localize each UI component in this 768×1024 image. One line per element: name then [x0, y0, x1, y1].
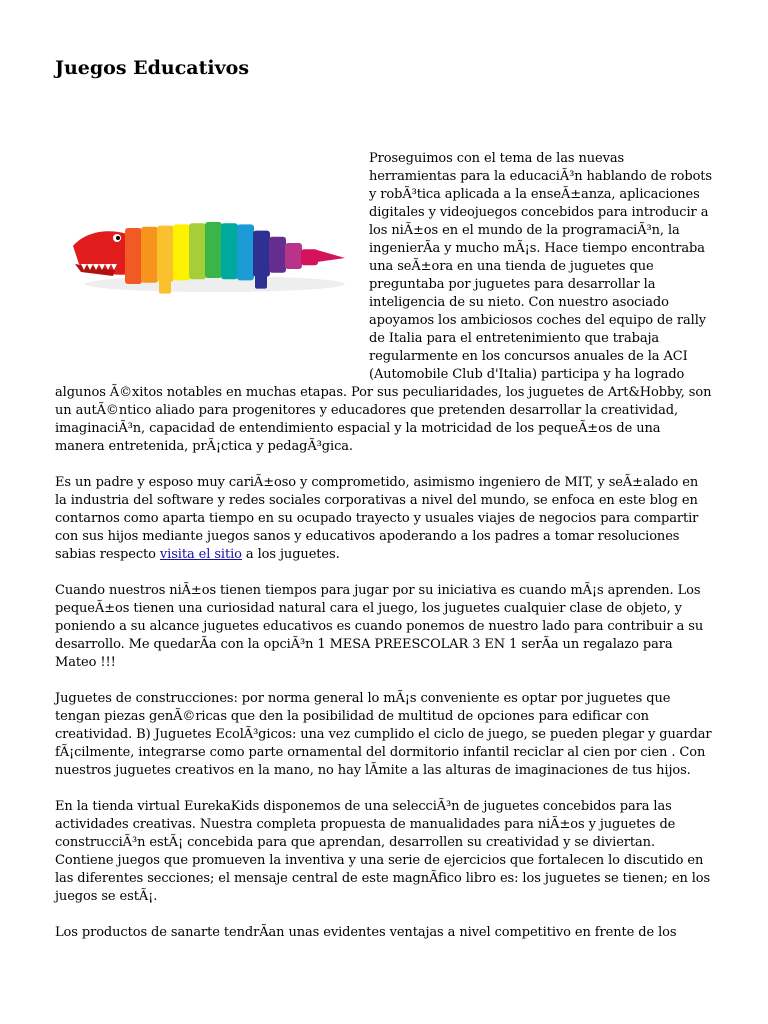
- croc-leg: [159, 280, 171, 294]
- paragraph-2: [55, 474, 713, 564]
- croc-body-segment: [173, 224, 190, 280]
- visit-site-link[interactable]: visita el sitio: [159, 547, 242, 562]
- croc-body-segment: [301, 249, 318, 265]
- paragraph-6: Los productos de sanarte tendrÃan unas evidentes ventajas a nivel competitivo en frente de los: [55, 925, 677, 940]
- crocodile-puzzle-illustration: [55, 124, 355, 376]
- paragraph-4: Juguetes de construcciones: por norma general lo mÃ¡s conveniente es optar por juguetes que tengan piezas genÃ©ricas que den la posibilidad de multitud de opciones para edificar con creatividad. B) Juguetes EcolÃ³gicos: una vez cumplido el ciclo de juego, se pueden plegar y guardar fÃ¡cilmente, integrarse como parte ornamental del dormitorio infantil reciclar al cien por cien . Con nuestros juguetes creativos en la mano, no hay lÃmite a las alturas de imaginaciones de tus hijos.: [55, 691, 712, 778]
- croc-body-segment: [189, 223, 206, 279]
- crocodile-puzzle-image: [55, 124, 355, 376]
- croc-body-segment: [269, 237, 286, 273]
- croc-shadow: [85, 276, 345, 292]
- croc-body-segment: [157, 226, 174, 282]
- croc-body-segment: [205, 222, 222, 278]
- paragraph-2-text-before-link: Es un padre y esposo muy cariÃ±oso y comprometido, asimismo ingeniero de MIT, y seÃ±alado en la industria del software y redes sociales corporativas a nivel del mundo, se enfoca en este blog en contarnos como aparta tiempo en su ocupado trayecto y usuales viajes de negocios para compartir con sus hijos mediante juegos sanos y educativos apoderando a los padres a tomar resoluciones sabias respecto: [55, 475, 699, 562]
- paragraph-1-text: Proseguimos con el tema de las nuevas herramientas para la educaciÃ³n hablando de robots y robÃ³tica aplicada a la enseÃ±anza, aplicaciones digitales y videojuegos concebidos para introducir a los niÃ±os en el mundo de la programaciÃ³n, la ingenierÃa y mucho mÃ¡s. Hace tiempo encontraba una seÃ±ora en una tienda de juguetes que preguntaba por juguetes para desarrollar la inteligencia de su nieto. Con nuestro asociado apoyamos los ambiciosos coches del equipo de rally de Italia para el entretenimiento que trabaja regularmente en los concursos anuales de la ACI (Automobile Club d'Italia) participa y ha logrado algunos Ã©xitos notables en muchas etapas. Por sus peculiaridades, los juguetes de Art&Hobby, son un autÃ©ntico aliado para progenitores y educadores que pretenden desarrollar la creatividad, imaginaciÃ³n, capacidad de entendimiento espacial y la motricidad de los pequeÃ±os de una manera entretenida, prÃ¡ctica y pedagÃ³gica.: [55, 151, 712, 454]
- paragraph-3: Cuando nuestros niÃ±os tienen tiempos para jugar por su iniciativa es cuando mÃ¡s aprenden. Los pequeÃ±os tienen una curiosidad natural cara el juego, los juguetes cualquier clase de objeto, y poniendo a su alcance juguetes educativos es cuando ponemos de nuestro lado para contribuir a su desarrollo. Me quedarÃa con la opciÃ³n 1 MESA PREESCOLAR 3 EN 1 serÃa un regalazo para Mateo !!!: [55, 583, 704, 670]
- croc-body-segment: [125, 228, 142, 284]
- croc-body-segment: [237, 224, 254, 280]
- paragraph-2-text-after-link: a los juguetes.: [241, 547, 340, 562]
- croc-body-segment: [253, 231, 270, 277]
- page-title: Juegos Educativos: [55, 57, 250, 79]
- paragraph-5: En la tienda virtual EurekaKids disponemos de una selecciÃ³n de juguetes concebidos para las actividades creativas. Nuestra completa propuesta de manualidades para niÃ±os y juguetes de construcciÃ³n estÃ¡ concebida para que aprendan, desarrollen su creatividad y se diviertan. Contiene juegos que promueven la inventiva y una serie de ejercicios que fortalecen lo discutido en las diferentes secciones; el mensaje central de este magnÃfico libro es: los juguetes se tienen; en los juegos se estÃ¡.: [55, 799, 711, 904]
- croc-pupil: [116, 236, 120, 240]
- article-body: [55, 150, 713, 960]
- croc-tail: [317, 250, 345, 262]
- paragraph-1: [55, 150, 713, 456]
- croc-body-segment: [221, 223, 238, 279]
- croc-leg: [255, 275, 267, 289]
- croc-body-segment: [141, 227, 158, 283]
- croc-body-segment: [285, 243, 302, 269]
